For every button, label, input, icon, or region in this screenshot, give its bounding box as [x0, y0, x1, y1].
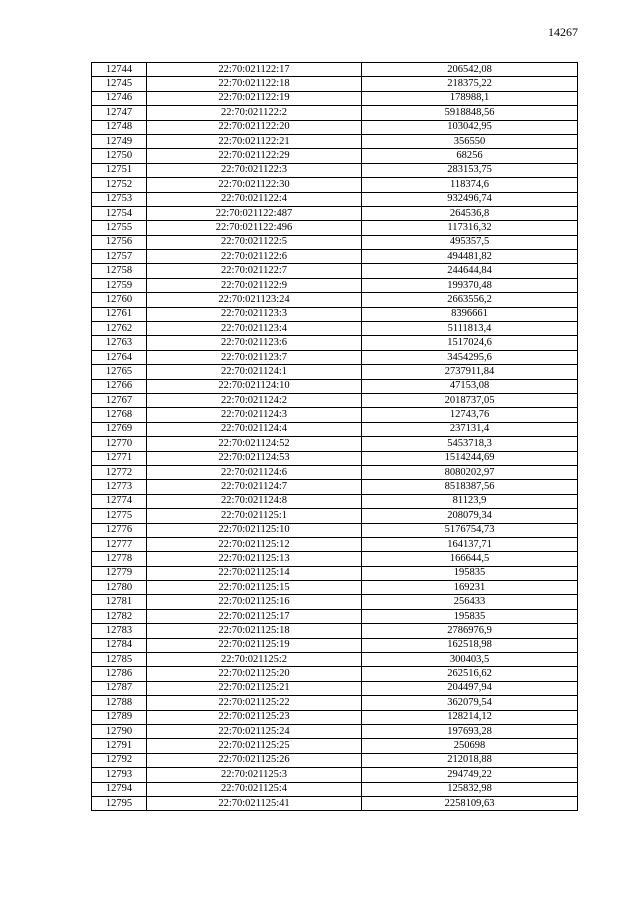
- cadastral-number-cell: 22:70:021122:29: [147, 149, 362, 163]
- cadastral-value-cell: 5453718,3: [362, 437, 578, 451]
- cadastral-value-cell: 244644,84: [362, 264, 578, 278]
- table-row: [92, 264, 578, 278]
- cadastral-number-cell: 22:70:021122:9: [147, 278, 362, 292]
- row-number-cell: 12759: [92, 278, 147, 292]
- cadastral-value-cell: 3454295,6: [362, 350, 578, 364]
- row-number-cell: 12783: [92, 624, 147, 638]
- cadastral-number-cell: 22:70:021125:23: [147, 710, 362, 724]
- cadastral-value-cell: 1517024,6: [362, 336, 578, 350]
- cadastral-value-cell: 250698: [362, 739, 578, 753]
- cadastral-number-cell: 22:70:021125:25: [147, 739, 362, 753]
- cadastral-value-cell: 495357,5: [362, 235, 578, 249]
- cadastral-value-cell: 162518,98: [362, 638, 578, 652]
- cadastral-value-cell: 68256: [362, 149, 578, 163]
- table-row: [92, 192, 578, 206]
- cadastral-value-cell: 8080202,97: [362, 465, 578, 479]
- table-row: [92, 667, 578, 681]
- cadastral-number-cell: 22:70:021122:496: [147, 221, 362, 235]
- cadastral-value-cell: 2663556,2: [362, 293, 578, 307]
- row-number-cell: 12791: [92, 739, 147, 753]
- cadastral-number-cell: 22:70:021122:21: [147, 134, 362, 148]
- cadastral-number-cell: 22:70:021122:20: [147, 120, 362, 134]
- row-number-cell: 12756: [92, 235, 147, 249]
- cadastral-number-cell: 22:70:021124:53: [147, 451, 362, 465]
- table-row: [92, 235, 578, 249]
- row-number-cell: 12761: [92, 307, 147, 321]
- row-number-cell: 12765: [92, 365, 147, 379]
- cadastral-value-cell: 103042,95: [362, 120, 578, 134]
- cadastral-number-cell: 22:70:021123:24: [147, 293, 362, 307]
- row-number-cell: 12762: [92, 322, 147, 336]
- row-number-cell: 12776: [92, 523, 147, 537]
- cadastral-value-cell: 237131,4: [362, 422, 578, 436]
- cadastral-value-cell: 2258109,63: [362, 796, 578, 810]
- table-row: [92, 739, 578, 753]
- cadastral-value-cell: 5918848,56: [362, 106, 578, 120]
- table-row: [92, 278, 578, 292]
- table-row: [92, 581, 578, 595]
- table-row: [92, 437, 578, 451]
- table-row: [92, 91, 578, 105]
- row-number-cell: 12778: [92, 552, 147, 566]
- table-row: [92, 77, 578, 91]
- cadastral-number-cell: 22:70:021125:1: [147, 509, 362, 523]
- cadastral-value-cell: 262516,62: [362, 667, 578, 681]
- cadastral-number-cell: 22:70:021125:2: [147, 653, 362, 667]
- table-row: [92, 552, 578, 566]
- row-number-cell: 12748: [92, 120, 147, 134]
- cadastral-number-cell: 22:70:021122:487: [147, 206, 362, 220]
- cadastral-number-cell: 22:70:021122:7: [147, 264, 362, 278]
- cadastral-number-cell: 22:70:021125:10: [147, 523, 362, 537]
- table-row: [92, 221, 578, 235]
- cadastral-number-cell: 22:70:021124:8: [147, 494, 362, 508]
- row-number-cell: 12757: [92, 250, 147, 264]
- cadastral-number-cell: 22:70:021125:3: [147, 768, 362, 782]
- table-row: [92, 393, 578, 407]
- cadastral-number-cell: 22:70:021122:5: [147, 235, 362, 249]
- cadastral-value-cell: 2737911,84: [362, 365, 578, 379]
- cadastral-value-cell: 256433: [362, 595, 578, 609]
- table-row: [92, 509, 578, 523]
- table-row: [92, 350, 578, 364]
- table-row: [92, 451, 578, 465]
- table-row: [92, 638, 578, 652]
- row-number-cell: 12752: [92, 178, 147, 192]
- cadastral-value-cell: 118374,6: [362, 178, 578, 192]
- cadastral-value-cell: 204497,94: [362, 681, 578, 695]
- row-number-cell: 12768: [92, 408, 147, 422]
- table-row: [92, 609, 578, 623]
- table-row: [92, 322, 578, 336]
- cadastral-number-cell: 22:70:021125:14: [147, 566, 362, 580]
- row-number-cell: 12785: [92, 653, 147, 667]
- row-number-cell: 12767: [92, 393, 147, 407]
- cadastral-number-cell: 22:70:021123:6: [147, 336, 362, 350]
- table-row: [92, 494, 578, 508]
- cadastral-value-cell: 300403,5: [362, 653, 578, 667]
- cadastral-value-cell: 494481,82: [362, 250, 578, 264]
- table-row: [92, 480, 578, 494]
- table-row: [92, 796, 578, 810]
- table-row: [92, 724, 578, 738]
- cadastral-value-cell: 2018737,05: [362, 393, 578, 407]
- cadastral-value-table: [91, 62, 578, 811]
- row-number-cell: 12787: [92, 681, 147, 695]
- cadastral-value-cell: 195835: [362, 609, 578, 623]
- cadastral-number-cell: 22:70:021125:19: [147, 638, 362, 652]
- cadastral-number-cell: 22:70:021124:6: [147, 465, 362, 479]
- cadastral-value-cell: 362079,54: [362, 696, 578, 710]
- cadastral-value-cell: 12743,76: [362, 408, 578, 422]
- cadastral-number-cell: 22:70:021125:21: [147, 681, 362, 695]
- row-number-cell: 12784: [92, 638, 147, 652]
- cadastral-number-cell: 22:70:021125:16: [147, 595, 362, 609]
- row-number-cell: 12772: [92, 465, 147, 479]
- cadastral-number-cell: 22:70:021125:22: [147, 696, 362, 710]
- table-row: [92, 307, 578, 321]
- table-row: [92, 293, 578, 307]
- cadastral-number-cell: 22:70:021125:12: [147, 537, 362, 551]
- cadastral-number-cell: 22:70:021125:17: [147, 609, 362, 623]
- row-number-cell: 12780: [92, 581, 147, 595]
- table-row: [92, 753, 578, 767]
- table-row: [92, 163, 578, 177]
- table-row: [92, 465, 578, 479]
- cadastral-number-cell: 22:70:021125:41: [147, 796, 362, 810]
- cadastral-value-cell: 8518387,56: [362, 480, 578, 494]
- cadastral-number-cell: 22:70:021123:7: [147, 350, 362, 364]
- cadastral-number-cell: 22:70:021123:4: [147, 322, 362, 336]
- cadastral-value-cell: 283153,75: [362, 163, 578, 177]
- row-number-cell: 12763: [92, 336, 147, 350]
- cadastral-value-cell: 195835: [362, 566, 578, 580]
- cadastral-number-cell: 22:70:021124:2: [147, 393, 362, 407]
- table-row: [92, 63, 578, 77]
- table-row: [92, 566, 578, 580]
- cadastral-number-cell: 22:70:021124:7: [147, 480, 362, 494]
- row-number-cell: 12794: [92, 782, 147, 796]
- cadastral-number-cell: 22:70:021125:20: [147, 667, 362, 681]
- row-number-cell: 12764: [92, 350, 147, 364]
- cadastral-value-cell: 1514244,69: [362, 451, 578, 465]
- table-row: [92, 250, 578, 264]
- row-number-cell: 12766: [92, 379, 147, 393]
- row-number-cell: 12792: [92, 753, 147, 767]
- row-number-cell: 12782: [92, 609, 147, 623]
- table-row: [92, 134, 578, 148]
- table-row: [92, 624, 578, 638]
- row-number-cell: 12749: [92, 134, 147, 148]
- table-row: [92, 768, 578, 782]
- table-row: [92, 206, 578, 220]
- cadastral-number-cell: 22:70:021125:13: [147, 552, 362, 566]
- row-number-cell: 12758: [92, 264, 147, 278]
- table-row: [92, 782, 578, 796]
- cadastral-value-cell: 356550: [362, 134, 578, 148]
- row-number-cell: 12775: [92, 509, 147, 523]
- table-row: [92, 106, 578, 120]
- cadastral-number-cell: 22:70:021122:3: [147, 163, 362, 177]
- row-number-cell: 12769: [92, 422, 147, 436]
- cadastral-number-cell: 22:70:021122:18: [147, 77, 362, 91]
- row-number-cell: 12747: [92, 106, 147, 120]
- cadastral-number-cell: 22:70:021124:52: [147, 437, 362, 451]
- row-number-cell: 12774: [92, 494, 147, 508]
- cadastral-value-cell: 197693,28: [362, 724, 578, 738]
- table-row: [92, 379, 578, 393]
- cadastral-number-cell: 22:70:021125:15: [147, 581, 362, 595]
- cadastral-number-cell: 22:70:021123:3: [147, 307, 362, 321]
- table-body: [92, 63, 578, 811]
- row-number-cell: 12751: [92, 163, 147, 177]
- cadastral-value-cell: 208079,34: [362, 509, 578, 523]
- table-row: [92, 422, 578, 436]
- page-number: 14267: [548, 25, 578, 39]
- table-row: [92, 365, 578, 379]
- row-number-cell: 12795: [92, 796, 147, 810]
- cadastral-number-cell: 22:70:021122:2: [147, 106, 362, 120]
- cadastral-value-cell: 8396661: [362, 307, 578, 321]
- table-row: [92, 537, 578, 551]
- row-number-cell: 12754: [92, 206, 147, 220]
- cadastral-value-cell: 264536,8: [362, 206, 578, 220]
- cadastral-value-cell: 125832,98: [362, 782, 578, 796]
- cadastral-number-cell: 22:70:021122:17: [147, 63, 362, 77]
- table-row: [92, 696, 578, 710]
- row-number-cell: 12771: [92, 451, 147, 465]
- cadastral-number-cell: 22:70:021122:4: [147, 192, 362, 206]
- table-row: [92, 120, 578, 134]
- cadastral-number-cell: 22:70:021125:18: [147, 624, 362, 638]
- cadastral-value-cell: 5111813,4: [362, 322, 578, 336]
- table-row: [92, 681, 578, 695]
- row-number-cell: 12745: [92, 77, 147, 91]
- cadastral-number-cell: 22:70:021125:4: [147, 782, 362, 796]
- row-number-cell: 12779: [92, 566, 147, 580]
- cadastral-number-cell: 22:70:021122:6: [147, 250, 362, 264]
- row-number-cell: 12773: [92, 480, 147, 494]
- cadastral-number-cell: 22:70:021124:1: [147, 365, 362, 379]
- cadastral-value-cell: 212018,88: [362, 753, 578, 767]
- table-row: [92, 178, 578, 192]
- cadastral-number-cell: 22:70:021124:10: [147, 379, 362, 393]
- cadastral-value-cell: 294749,22: [362, 768, 578, 782]
- row-number-cell: 12788: [92, 696, 147, 710]
- cadastral-value-cell: 5176754,73: [362, 523, 578, 537]
- table-row: [92, 653, 578, 667]
- row-number-cell: 12755: [92, 221, 147, 235]
- row-number-cell: 12744: [92, 63, 147, 77]
- cadastral-value-cell: 169231: [362, 581, 578, 595]
- cadastral-value-cell: 218375,22: [362, 77, 578, 91]
- cadastral-number-cell: 22:70:021122:19: [147, 91, 362, 105]
- cadastral-value-cell: 206542,08: [362, 63, 578, 77]
- table-row: [92, 408, 578, 422]
- cadastral-number-cell: 22:70:021125:24: [147, 724, 362, 738]
- table-row: [92, 336, 578, 350]
- cadastral-value-cell: 932496,74: [362, 192, 578, 206]
- row-number-cell: 12753: [92, 192, 147, 206]
- row-number-cell: 12793: [92, 768, 147, 782]
- cadastral-number-cell: 22:70:021122:30: [147, 178, 362, 192]
- row-number-cell: 12746: [92, 91, 147, 105]
- table-row: [92, 523, 578, 537]
- cadastral-value-cell: 2786976,9: [362, 624, 578, 638]
- cadastral-value-cell: 166644,5: [362, 552, 578, 566]
- cadastral-value-cell: 47153,08: [362, 379, 578, 393]
- row-number-cell: 12781: [92, 595, 147, 609]
- cadastral-number-cell: 22:70:021124:4: [147, 422, 362, 436]
- row-number-cell: 12786: [92, 667, 147, 681]
- cadastral-value-cell: 128214,12: [362, 710, 578, 724]
- cadastral-value-cell: 81123,9: [362, 494, 578, 508]
- row-number-cell: 12770: [92, 437, 147, 451]
- table-row: [92, 595, 578, 609]
- row-number-cell: 12750: [92, 149, 147, 163]
- table-row: [92, 710, 578, 724]
- cadastral-value-cell: 199370,48: [362, 278, 578, 292]
- cadastral-value-cell: 117316,32: [362, 221, 578, 235]
- cadastral-number-cell: 22:70:021124:3: [147, 408, 362, 422]
- cadastral-value-cell: 164137,71: [362, 537, 578, 551]
- cadastral-value-cell: 178988,1: [362, 91, 578, 105]
- row-number-cell: 12789: [92, 710, 147, 724]
- row-number-cell: 12760: [92, 293, 147, 307]
- row-number-cell: 12790: [92, 724, 147, 738]
- table-row: [92, 149, 578, 163]
- cadastral-number-cell: 22:70:021125:26: [147, 753, 362, 767]
- row-number-cell: 12777: [92, 537, 147, 551]
